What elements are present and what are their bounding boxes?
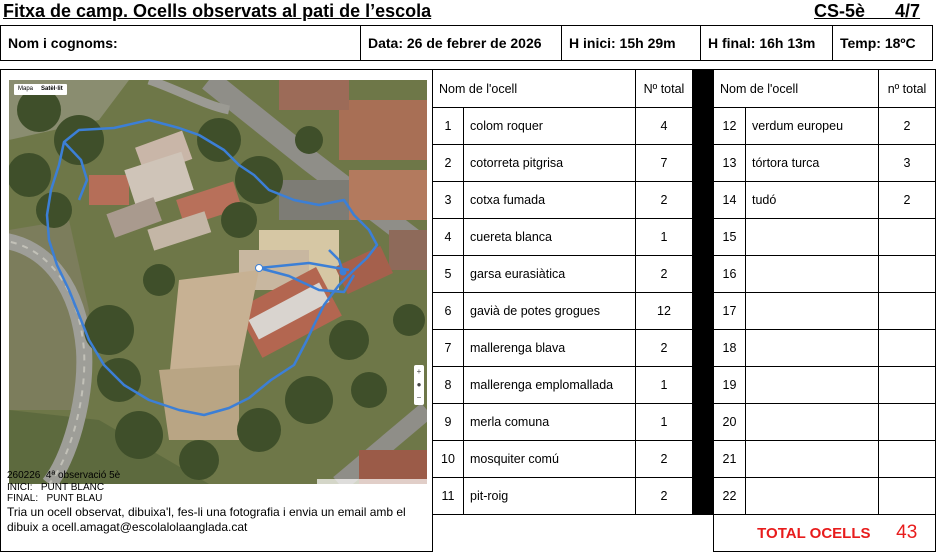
right-row-number: 12 [714, 108, 746, 145]
right-bird-name [746, 293, 879, 330]
left-row-number: 8 [433, 367, 464, 404]
right-bird-total [879, 478, 936, 515]
table-row [433, 108, 936, 145]
end-time-field: H final: 16h 13m [701, 26, 833, 60]
zoom-in-icon[interactable]: + [416, 367, 422, 376]
table-row [433, 182, 936, 219]
right-name-header: Nom de l'ocell [714, 70, 879, 108]
left-total-header: Nº total [636, 70, 693, 108]
note-instructions: Tria un ocell observat, dibuixa'l, fes-li una fotografia i envia un email amb el dibuix a ocell.amagat@escolalolaanglada.cat [7, 504, 406, 534]
left-row-number: 1 [433, 108, 464, 145]
left-row-number: 10 [433, 441, 464, 478]
left-row-number: 3 [433, 182, 464, 219]
left-bird-name: gavià de potes grogues [464, 293, 636, 330]
right-bird-total [879, 404, 936, 441]
right-bird-total: 2 [879, 182, 936, 219]
table-row [433, 367, 936, 404]
left-name-header: Nom de l'ocell [433, 70, 636, 108]
left-row-number: 4 [433, 219, 464, 256]
left-bird-total: 2 [636, 330, 693, 367]
left-row-number: 5 [433, 256, 464, 293]
right-bird-name [746, 441, 879, 478]
table-row [433, 441, 936, 478]
notes [7, 470, 427, 536]
table-row [433, 404, 936, 441]
left-bird-name: mosquiter comú [464, 441, 636, 478]
right-bird-total [879, 367, 936, 404]
left-row-number: 6 [433, 293, 464, 330]
total-spacer [433, 515, 714, 552]
column-divider [693, 70, 714, 515]
left-row-number: 11 [433, 478, 464, 515]
right-bird-total [879, 293, 936, 330]
name-field[interactable]: Nom i cognoms: [1, 26, 361, 60]
map-image [9, 80, 427, 484]
right-row-number: 19 [714, 367, 746, 404]
left-bird-name: colom roquer [464, 108, 636, 145]
table-row [433, 256, 936, 293]
sheet-title: Fitxa de camp. Ocells observats al pati de l’escola [3, 1, 432, 21]
sheet-code: CS-5è 4/7 [814, 1, 921, 21]
left-bird-name: merla comuna [464, 404, 636, 441]
table-row [433, 219, 936, 256]
birds-table [432, 69, 936, 552]
right-row-number: 13 [714, 145, 746, 182]
right-bird-total: 3 [879, 145, 936, 182]
left-bird-total: 2 [636, 478, 693, 515]
satellite-map[interactable] [9, 80, 427, 484]
left-row-number: 9 [433, 404, 464, 441]
left-bird-total: 2 [636, 182, 693, 219]
total-row [433, 515, 936, 552]
start-time-field: H inici: 15h 29m [562, 26, 701, 60]
table-row [433, 330, 936, 367]
left-bird-total: 7 [636, 145, 693, 182]
tab-map[interactable]: Mapa [18, 86, 34, 92]
right-bird-name: tudó [746, 182, 879, 219]
table-row [433, 293, 936, 330]
right-row-number: 17 [714, 293, 746, 330]
left-bird-total: 1 [636, 367, 693, 404]
left-bird-name: pit-roig [464, 478, 636, 515]
left-bird-total: 2 [636, 441, 693, 478]
left-bird-name: cotxa fumada [464, 182, 636, 219]
left-row-number: 2 [433, 145, 464, 182]
pegman-icon[interactable]: ● [416, 380, 422, 389]
right-bird-total [879, 441, 936, 478]
right-bird-name [746, 330, 879, 367]
right-bird-name: verdum europeu [746, 108, 879, 145]
date-field: Data: 26 de febrer de 2026 [361, 26, 562, 60]
right-row-number: 20 [714, 404, 746, 441]
table-header-row [433, 70, 936, 108]
note-start: INICI: PUNT BLANC [7, 481, 105, 493]
right-bird-total [879, 219, 936, 256]
temperature-field: Temp: 18ºC [840, 35, 916, 51]
note-observation: 260226 4ª observació 5è [7, 470, 121, 481]
right-bird-name [746, 404, 879, 441]
right-bird-name [746, 367, 879, 404]
left-bird-total: 1 [636, 219, 693, 256]
right-bird-name [746, 219, 879, 256]
left-bird-total: 2 [636, 256, 693, 293]
left-bird-total: 4 [636, 108, 693, 145]
note-end: FINAL: PUNT BLAU [7, 493, 103, 504]
left-row-number: 7 [433, 330, 464, 367]
zoom-control[interactable] [414, 365, 424, 405]
total-value: 43 [879, 515, 936, 552]
right-row-number: 15 [714, 219, 746, 256]
zoom-out-icon[interactable]: − [416, 393, 422, 402]
right-row-number: 16 [714, 256, 746, 293]
right-row-number: 18 [714, 330, 746, 367]
left-bird-name: cuereta blanca [464, 219, 636, 256]
left-bird-total: 1 [636, 404, 693, 441]
left-bird-name: mallerenga blava [464, 330, 636, 367]
right-row-number: 21 [714, 441, 746, 478]
right-bird-name [746, 478, 879, 515]
left-bird-name: cotorreta pitgrisa [464, 145, 636, 182]
right-row-number: 22 [714, 478, 746, 515]
right-total-header: nº total [879, 70, 936, 108]
right-bird-total: 2 [879, 108, 936, 145]
left-bird-total: 12 [636, 293, 693, 330]
map-panel [0, 69, 433, 552]
table-row [433, 145, 936, 182]
left-bird-name: mallerenga emplomallada [464, 367, 636, 404]
right-row-number: 14 [714, 182, 746, 219]
right-bird-total [879, 330, 936, 367]
info-row [0, 25, 933, 61]
left-bird-name: garsa eurasiàtica [464, 256, 636, 293]
right-bird-name [746, 256, 879, 293]
right-bird-total [879, 256, 936, 293]
table-row [433, 478, 936, 515]
right-bird-name: tórtora turca [746, 145, 879, 182]
tab-satellite[interactable]: Satèl·lit [41, 86, 63, 92]
map-type-tabs[interactable] [14, 84, 67, 95]
total-label: TOTAL OCELLS [714, 515, 879, 552]
